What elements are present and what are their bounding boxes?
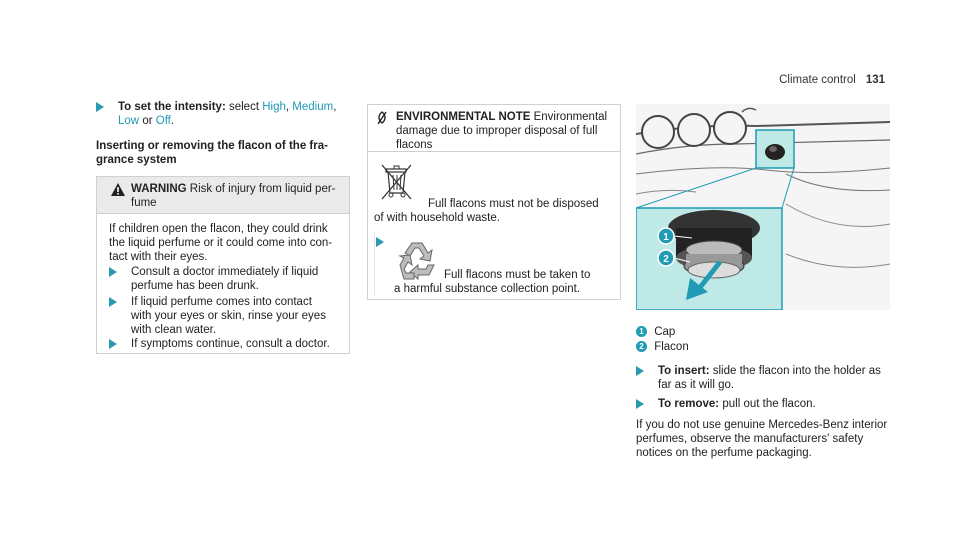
bin-text-line-2: of with household waste. <box>374 212 500 224</box>
environmental-note-box <box>367 104 621 300</box>
step-arrow-icon <box>109 267 117 277</box>
period: . <box>170 115 175 127</box>
step-text: If liquid perfume comes into contact <box>131 296 312 308</box>
step-arrow-icon <box>636 399 644 409</box>
warning-header <box>97 177 349 214</box>
step-text: with clean water. <box>131 324 217 336</box>
step-arrow-icon <box>96 102 104 112</box>
recycle-text-line-2: a harmful substance collection point. <box>394 283 581 295</box>
heading-line-1: Inserting or removing the flacon of the fra- <box>96 140 328 152</box>
leaf-crossed-icon <box>376 111 388 125</box>
warning-body <box>97 214 349 264</box>
warning-step-2 <box>109 295 344 337</box>
option-high[interactable]: High <box>262 101 286 113</box>
warning-head-line-1: Risk of injury from liquid per- <box>189 183 336 195</box>
dashboard-drawing <box>636 104 890 310</box>
callout-2-marker: 2 <box>663 254 669 265</box>
warning-body-line: If children open the flacon, they could drink <box>109 223 328 235</box>
insert-step <box>636 364 906 392</box>
insert-text: far as it will go. <box>658 379 735 391</box>
sep: , <box>285 101 290 113</box>
section-heading <box>96 139 352 167</box>
step-text: with your eyes or skin, rinse your eyes <box>131 310 326 322</box>
page-number: 131 <box>865 74 885 86</box>
callout-1-marker: 1 <box>663 232 669 243</box>
remove-text: pull out the flacon. <box>722 398 816 410</box>
note-line: notices on the perfume packaging. <box>636 447 812 459</box>
legend-label: Flacon <box>654 341 689 353</box>
intensity-step <box>96 100 352 128</box>
insert-lead: To insert: <box>658 365 710 377</box>
step-text: Consult a doctor immediately if liquid <box>131 266 319 278</box>
remove-lead: To remove: <box>658 398 720 410</box>
option-medium[interactable]: Medium <box>292 101 334 113</box>
heading-line-2: grance system <box>96 154 177 166</box>
perfume-note <box>636 418 926 460</box>
warning-title: WARNING <box>131 183 187 195</box>
recycle-icon <box>394 239 440 281</box>
warning-body-line: tact with their eyes. <box>109 251 208 263</box>
step-arrow-icon <box>376 237 384 247</box>
warning-box <box>96 176 350 354</box>
env-title: ENVIRONMENTAL NOTE <box>396 111 531 123</box>
section-title: Climate control <box>779 74 856 86</box>
legend-label: Cap <box>654 326 676 338</box>
remove-step <box>636 397 906 411</box>
step-arrow-icon <box>109 339 117 349</box>
intensity-lead: To set the intensity: <box>118 101 226 113</box>
step-arrow-icon <box>109 297 117 307</box>
legend-item-cap <box>636 325 675 339</box>
page-header <box>779 73 885 87</box>
env-head-line-2: damage due to improper disposal of full <box>396 125 598 137</box>
legend-number: 1 <box>636 326 647 337</box>
warning-step-3 <box>109 337 344 351</box>
step-text: If symptoms continue, consult a doctor. <box>131 338 330 350</box>
crossed-out-bin-icon <box>380 163 414 203</box>
insert-text: slide the flacon into the holder as <box>712 365 881 377</box>
legend-number: 2 <box>636 341 647 352</box>
step-rule <box>374 233 375 295</box>
warning-head-line-2: fume <box>131 197 157 209</box>
step-arrow-icon <box>636 366 644 376</box>
note-line: If you do not use genuine Mercedes-Benz interior <box>636 419 888 431</box>
legend-item-flacon <box>636 340 689 354</box>
warning-step-1 <box>109 265 344 293</box>
sep: , <box>333 101 337 113</box>
option-low[interactable]: Low <box>118 115 140 127</box>
env-head-line-3: flacons <box>396 139 433 151</box>
step-text: perfume has been drunk. <box>131 280 259 292</box>
select-word: select <box>228 101 260 113</box>
option-off[interactable]: Off <box>155 115 171 127</box>
bin-text-line-1: Full flacons must not be disposed <box>428 198 599 210</box>
env-head-line-1: Environmental <box>533 111 608 123</box>
or-word: or <box>142 115 153 127</box>
note-line: perfumes, observe the manufacturers' safety <box>636 433 864 445</box>
warning-body-line: the liquid perfume or it could come into con- <box>109 237 333 249</box>
recycle-text-line-1: Full flacons must be taken to <box>444 269 591 281</box>
flacon-illustration <box>636 104 890 310</box>
warning-triangle-icon <box>111 183 125 196</box>
environmental-note-header <box>368 105 620 152</box>
